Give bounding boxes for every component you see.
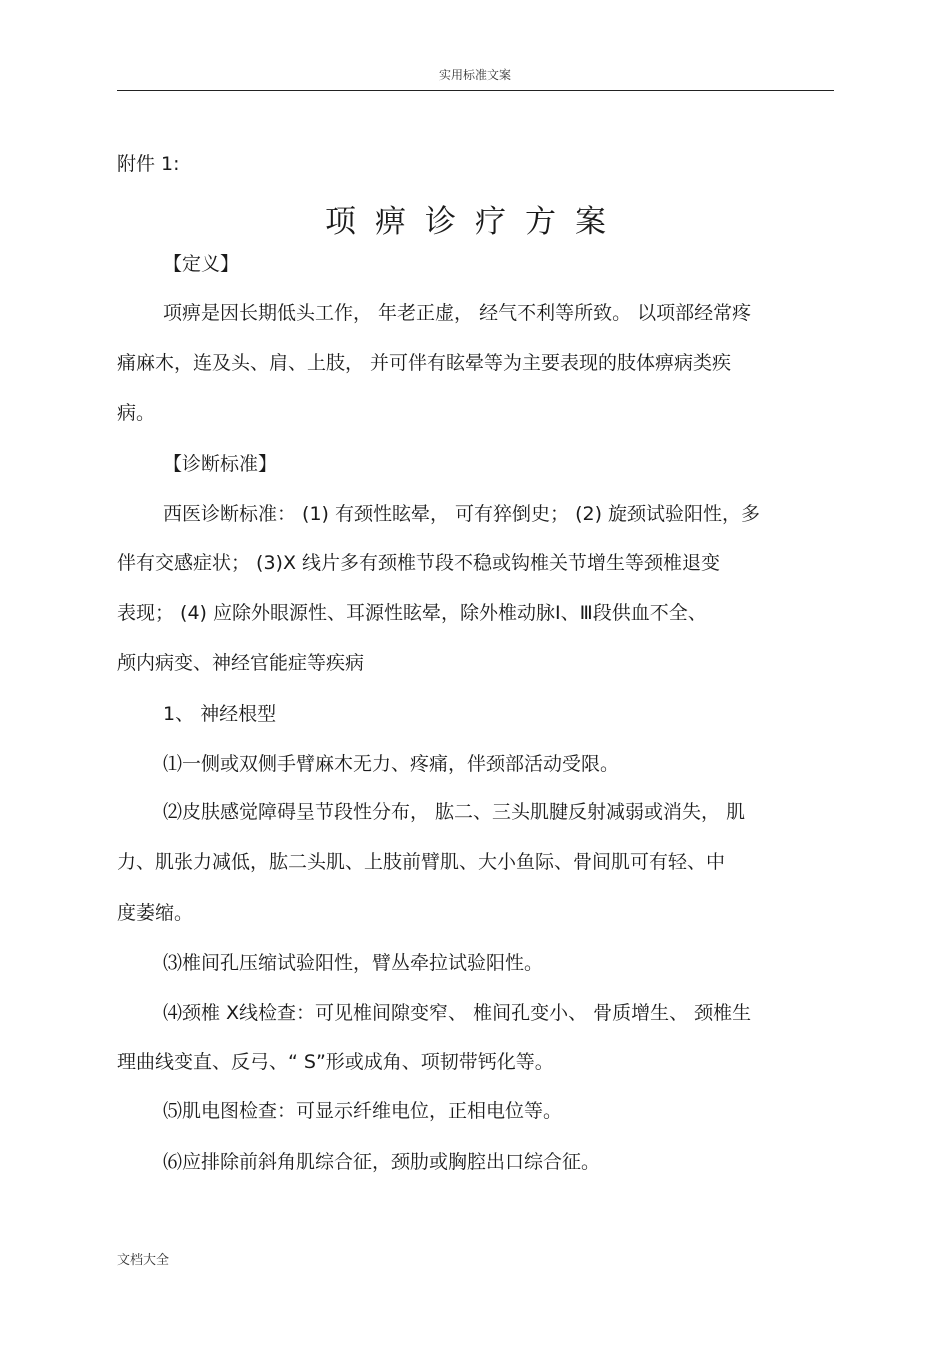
- criteria-item-2-line: 度萎缩。: [117, 902, 194, 924]
- definition-line: 病。: [117, 402, 156, 424]
- page-footer: 文档大全: [117, 1253, 170, 1268]
- western-criteria-line: 伴有交感症状； (3)X 线片多有颈椎节段不稳或钩椎关节增生等颈椎退变: [117, 552, 721, 574]
- criteria-item-2-line: ⑵皮肤感觉障碍呈节段性分布， 肱二、三头肌腱反射减弱或消失， 肌: [163, 801, 746, 823]
- western-criteria-line: 西医诊断标准： (1) 有颈性眩晕， 可有猝倒史； (2) 旋颈试验阳性，多: [163, 503, 761, 525]
- western-criteria-line: 颅内病变、神经官能症等疾病: [117, 652, 365, 674]
- header-rule: [117, 90, 834, 91]
- criteria-item-4-line: ⑷颈椎 X线检查：可见椎间隙变窄、 椎间孔变小、 骨质增生、 颈椎生: [163, 1002, 752, 1024]
- western-criteria-line: 表现； (4) 应除外眼源性、耳源性眩晕，除外椎动脉Ⅰ、Ⅲ段供血不全、: [117, 602, 707, 624]
- definition-line: 项痹是因长期低头工作， 年老正虚， 经气不利等所致。 以项部经常疼: [163, 302, 752, 324]
- definition-line: 痛麻木，连及头、肩、上肢， 并可伴有眩晕等为主要表现的肢体痹病类疾: [117, 352, 732, 374]
- criteria-item-4-line: 理曲线变直、反弓、“ S”形或成角、项韧带钙化等。: [117, 1051, 554, 1073]
- attachment-label: 附件 1:: [117, 153, 180, 175]
- criteria-item-1: ⑴一侧或双侧手臂麻木无力、疼痛，伴颈部活动受限。: [163, 753, 620, 775]
- criteria-item-5: ⑸肌电图检查：可显示纤维电位，正相电位等。: [163, 1100, 563, 1122]
- document-title: 项痹诊疗方案: [325, 204, 625, 240]
- subtype-heading: 1、 神经根型: [163, 703, 277, 725]
- criteria-item-3: ⑶椎间孔压缩试验阳性，臂丛牵拉试验阳性。: [163, 952, 544, 974]
- criteria-item-6: ⑹应排除前斜角肌综合征，颈肋或胸腔出口综合征。: [163, 1151, 601, 1173]
- diagnosis-heading: 【诊断标准】: [163, 453, 278, 475]
- page-header: 实用标准文案: [438, 68, 511, 82]
- criteria-item-2-line: 力、肌张力减低，肱二头肌、上肢前臂肌、大小鱼际、骨间肌可有轻、中: [117, 851, 726, 873]
- definition-heading: 【定义】: [163, 253, 240, 275]
